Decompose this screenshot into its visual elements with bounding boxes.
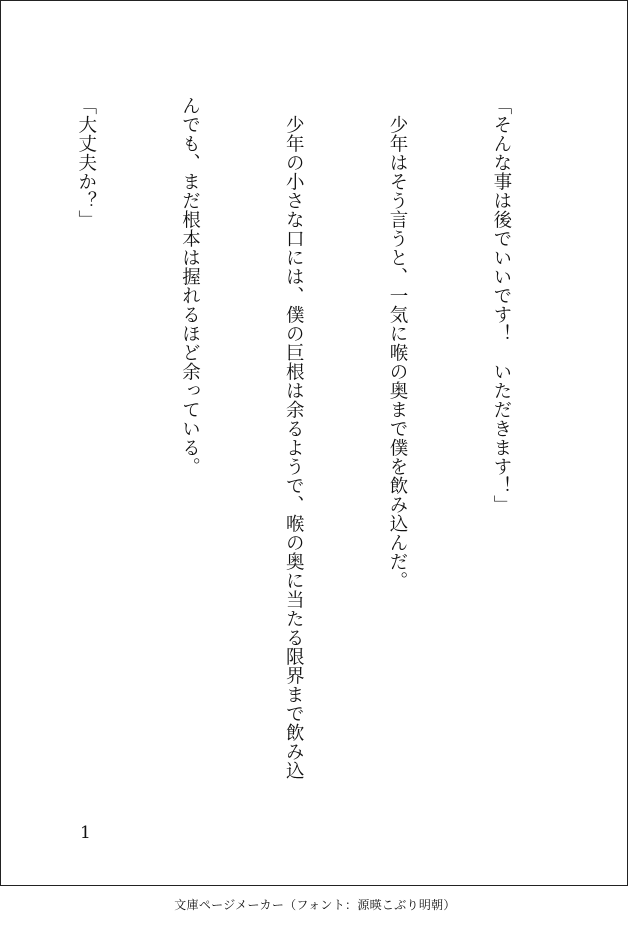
vertical-text-body [0, 96, 587, 796]
page-number: 1 [80, 823, 91, 843]
text-line: 少年はそう言うと、一気に喉の奥まで僕を飲み込んだ。 [387, 96, 409, 590]
text-line: んでも、まだ根本は握れるほど余っている。 [179, 96, 201, 476]
text-line: 「大丈夫か？」 [75, 96, 97, 229]
text-line: 少年の小さな口には、僕の巨根は余るようで、喉の奥に当たる限界まで飲み込 [283, 96, 305, 780]
footer-credit: 文庫ページメーカー（フォント：源暎こぶり明朝） [174, 898, 456, 912]
text-line: 「そんな事は後でいいです！ いただきます！」 [490, 96, 512, 514]
